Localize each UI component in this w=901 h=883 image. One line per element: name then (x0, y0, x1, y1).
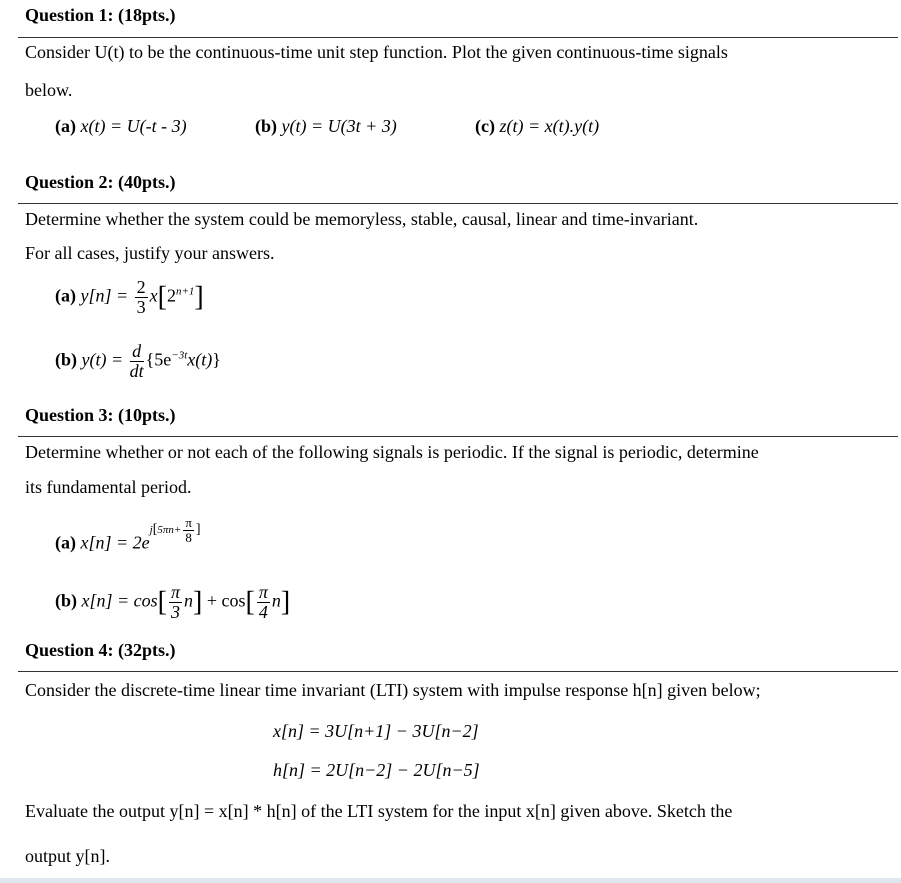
q2-b-lhs: y(t) = (81, 349, 124, 370)
q1-c-expr: z(t) = x(t).y(t) (499, 116, 600, 136)
q1-c-label: (c) (475, 116, 495, 136)
q3-text-1: Determine whether or not each of the following signals is periodic. If the signal is periodic, determine (25, 442, 759, 462)
q3-part-b: (b) x[n] = cos[ $\frac{\pi}{3}$ n] + cos[ $\frac{\pi}{4}$ n] (55, 582, 291, 622)
q1-text-1: Consider U(t) to be the continuous-time unit step function. Plot the given continuous-time signals (25, 42, 728, 62)
q2-part-b: (b) y(t) = $\frac{d}{dt}$ $\{5e^{-3t}x(t)\}$ (55, 341, 221, 381)
q3-b-label: (b) (55, 590, 77, 611)
q1-text-2: below. (25, 80, 73, 100)
q4-title: Question 4: (32pts.) (25, 640, 176, 660)
q4-eq-x: x[n] = 3U[n+1] − 3U[n−2] (273, 721, 479, 741)
q3-title: Question 3: (10pts.) (25, 405, 176, 425)
q1-b-label: (b) (255, 116, 277, 136)
q4-text-2: Evaluate the output y[n] = x[n] * h[n] of the LTI system for the input x[n] given above. Sketch the (25, 801, 733, 821)
q2-title: Question 2: (40pts.) (25, 172, 176, 192)
q4-eq-h: h[n] = 2U[n−2] − 2U[n−5] (273, 760, 480, 780)
q2-part-a: (a) y[n] = $\frac{2}{3}$ $x[2^{n+1}]$ (55, 277, 204, 317)
q3-a-exponent: j[5πn+ π 8 ] (149, 515, 201, 545)
q4-text-3: output y[n]. (25, 846, 110, 866)
q1-title: Question 1: (18pts.) (25, 5, 176, 25)
q3-a-label: (a) (55, 532, 76, 553)
q2-b-label: (b) (55, 349, 77, 370)
q4-rule (18, 671, 898, 672)
q1-a-label: (a) (55, 116, 76, 136)
q3-text-2: its fundamental period. (25, 477, 192, 497)
q1-rule (18, 37, 898, 38)
q2-a-label: (a) (55, 285, 76, 306)
q4-text-1: Consider the discrete-time linear time invariant (LTI) system with impulse response h[n] given below; (25, 680, 761, 700)
q1-b-expr: y(t) = U(3t + 3) (281, 116, 397, 136)
q3-a-lhs: x[n] = 2e (80, 532, 150, 553)
q2-a-fraction: $\frac{2}{3}$ (136, 277, 146, 317)
q3-rule (18, 436, 898, 437)
q3-b-lhs: x[n] = cos (81, 590, 158, 611)
q2-b-fraction: $\frac{d}{dt}$ (129, 341, 144, 381)
q2-rule (18, 203, 898, 204)
q2-text-1: Determine whether the system could be memoryless, stable, causal, linear and time-invariant. (25, 209, 699, 229)
q2-text-2: For all cases, justify your answers. (25, 243, 275, 263)
q1-part-a (55, 116, 187, 137)
q2-a-lhs: y[n] = (80, 285, 129, 306)
q1-a-expr: x(t) = U(-t - 3) (80, 116, 187, 136)
q1-part-c (475, 116, 599, 137)
q1-part-b (255, 116, 397, 137)
bottom-bar (0, 878, 901, 883)
